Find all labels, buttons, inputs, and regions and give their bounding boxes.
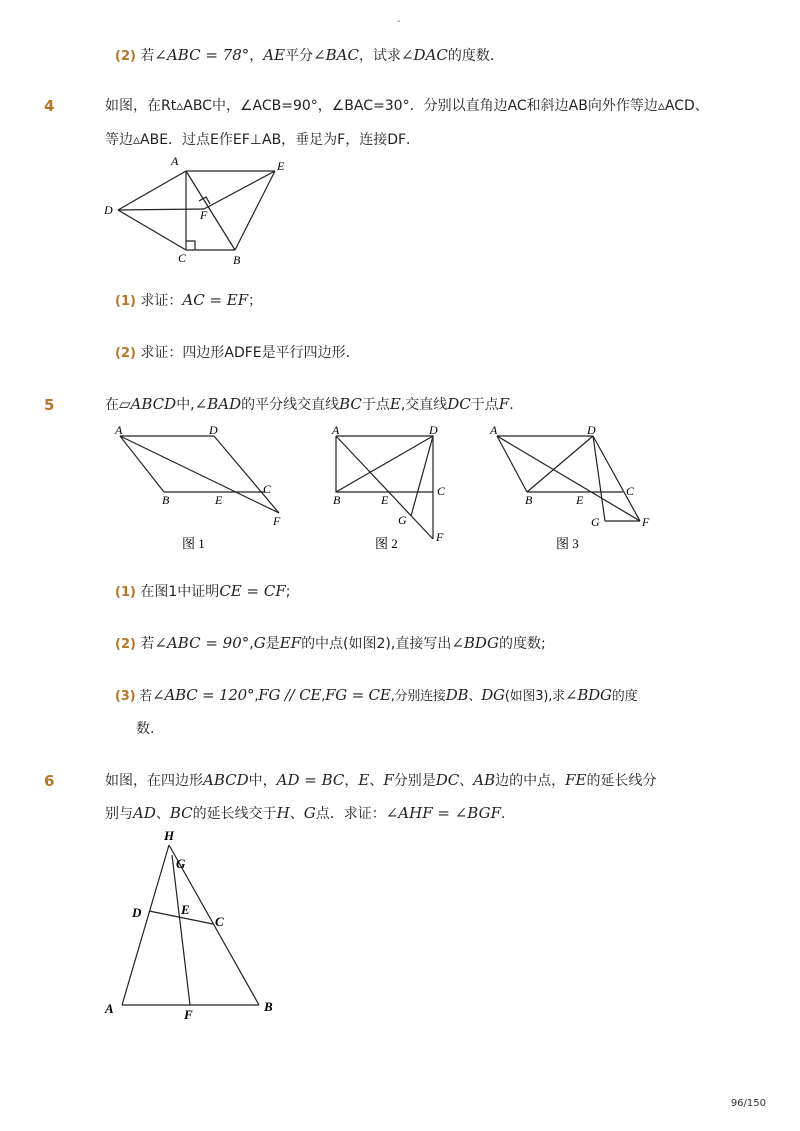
q5f1-seg-df bbox=[214, 436, 279, 513]
q5-part1-text: 在图1中证明 bbox=[140, 584, 220, 600]
q5f3-caption: 图 3 bbox=[556, 536, 579, 551]
q6-line1-text: 分别是 bbox=[393, 773, 436, 789]
q6-line1-math: AB bbox=[473, 771, 496, 789]
q5-stem-text: 中, bbox=[176, 397, 195, 413]
q4-part2 bbox=[115, 343, 360, 364]
q5-part1-label: (1) bbox=[115, 585, 136, 600]
q5-stem-math: BC bbox=[339, 395, 362, 413]
q4-part1-text: 求证： bbox=[140, 293, 183, 309]
q5-figure-2 bbox=[325, 420, 465, 555]
q5f3-label-b: B bbox=[525, 493, 533, 507]
q5-stem-text: 在 bbox=[105, 397, 119, 413]
q5-stem-text: 于点 bbox=[361, 397, 390, 413]
q4-seg-ab bbox=[186, 171, 235, 250]
q5-stem-text: . bbox=[509, 397, 514, 413]
q6-label-g: G bbox=[176, 856, 186, 871]
q5-stem-text: 于点 bbox=[470, 397, 499, 413]
q5-part3-text: , bbox=[321, 689, 326, 704]
q5f1-seg-af bbox=[120, 436, 279, 513]
q5-part3-math: DG bbox=[481, 686, 505, 704]
q6-line2-math: H bbox=[276, 804, 290, 822]
q5f1-label-e: E bbox=[215, 493, 223, 507]
q6-line2-math: AD bbox=[133, 804, 156, 822]
q5-part2-text: , bbox=[249, 636, 254, 652]
q3-part2-math: AE bbox=[263, 46, 286, 64]
q5-part2-text: 若 bbox=[140, 636, 155, 652]
q5-part2-text: 的中点(如图2),直接写出 bbox=[301, 636, 452, 652]
q6-line1-math: ABCD bbox=[203, 771, 249, 789]
q5f2-seg-bd bbox=[336, 436, 433, 492]
q5f3-seg-bd bbox=[527, 436, 593, 492]
q5f2-label-c: C bbox=[437, 484, 446, 498]
q5f3-seg-df bbox=[593, 436, 640, 521]
q6-line1-text: 中， bbox=[248, 773, 277, 789]
q5-part1-text: ; bbox=[285, 584, 291, 600]
q4-part2-label: (2) bbox=[115, 346, 136, 361]
q5f1-label-c: C bbox=[263, 482, 272, 496]
q6-seg-ha bbox=[122, 845, 169, 1005]
q3-part2-math: ∠DAC bbox=[400, 46, 448, 64]
q3-part2 bbox=[115, 45, 504, 67]
q5f1-label-a: A bbox=[115, 423, 123, 437]
q6-label-a: A bbox=[105, 1001, 114, 1016]
page-number: 96/150 bbox=[730, 1098, 766, 1109]
q5f3-label-d: D bbox=[587, 423, 596, 437]
q4-right-angle-c bbox=[186, 241, 195, 250]
q6-line1-text: ， bbox=[344, 773, 359, 789]
q6-line2 bbox=[105, 803, 515, 824]
q5-part2-text: 的度数; bbox=[498, 636, 546, 652]
q3-part2-text: ，试求 bbox=[358, 48, 401, 64]
q5-part3-math: DB bbox=[445, 686, 469, 704]
q5f3-label-f: F bbox=[642, 515, 650, 529]
q6-line2-text: 点．求证： bbox=[315, 806, 386, 822]
q6-line1-text: 、 bbox=[459, 773, 474, 789]
q4-seg-df bbox=[118, 209, 204, 210]
q5f2-caption: 图 2 bbox=[375, 536, 398, 551]
q3-part2-math: ∠ABC = 78° bbox=[154, 46, 250, 64]
q5f1-caption: 图 1 bbox=[182, 536, 205, 551]
q5-stem-math: DC bbox=[447, 395, 471, 413]
q6-line2-math: G bbox=[303, 804, 316, 822]
q4-label-a: A bbox=[171, 154, 179, 168]
q6-line2-text: 的延长线交于 bbox=[192, 806, 277, 822]
q3-part2-text: 平分 bbox=[285, 48, 314, 64]
q6-figure bbox=[95, 825, 295, 1025]
q6-line2-text: 别与 bbox=[105, 806, 133, 822]
q5f2-label-d: D bbox=[429, 423, 438, 437]
q5-part3-text: , bbox=[254, 689, 259, 704]
q6-line1-math: AD = BC bbox=[276, 771, 345, 789]
q6-label-e: E bbox=[181, 902, 190, 917]
top-mark: - bbox=[397, 16, 401, 27]
q6-line1-text: 的延长线分 bbox=[586, 773, 657, 789]
q3-part2-math: ∠BAC bbox=[313, 46, 359, 64]
q6-line1-math: E bbox=[358, 771, 370, 789]
q5-stem-text: ,交直线 bbox=[400, 397, 448, 413]
q6-line1-text: 、 bbox=[369, 773, 384, 789]
q4-label-d: D bbox=[104, 203, 113, 217]
q3-part2-label: (2) bbox=[115, 49, 136, 64]
q5f3-seg-dg bbox=[593, 436, 605, 521]
q3-part2-text: ， bbox=[249, 48, 264, 64]
q5-stem-text: 的平分线交直线 bbox=[241, 397, 340, 413]
q5-part2-math: ∠ABC = 90° bbox=[154, 634, 250, 652]
q6-label-h: H bbox=[164, 828, 175, 843]
q5f2-seg-dg bbox=[411, 436, 433, 516]
q5-part3-text: 的度 bbox=[611, 689, 638, 704]
q5f1-seg-ab bbox=[120, 436, 164, 492]
q4-label-f: F bbox=[200, 208, 208, 222]
q5-part2-math: EF bbox=[279, 634, 302, 652]
q5-part3-text: 、 bbox=[468, 689, 482, 704]
q4-part1 bbox=[115, 290, 262, 312]
q4-seg-eb bbox=[235, 171, 275, 250]
q5f2-label-g: G bbox=[398, 513, 407, 527]
q6-label-f: F bbox=[184, 1007, 193, 1022]
q5-part3-math: ∠ABC = 120° bbox=[152, 686, 255, 704]
q6-label-b: B bbox=[264, 999, 273, 1014]
q5f3-label-g: G bbox=[591, 515, 600, 529]
q6-line1-math: FE bbox=[565, 771, 587, 789]
q5f2-label-a: A bbox=[332, 423, 340, 437]
q6-label-d: D bbox=[132, 905, 142, 920]
q5f3-label-c: C bbox=[626, 484, 635, 498]
q5-part3-math: ∠BDG bbox=[564, 686, 612, 704]
q5f1-label-d: D bbox=[209, 423, 218, 437]
q6-line1 bbox=[105, 770, 657, 791]
q5-stem bbox=[105, 394, 514, 415]
q5-stem-math: E bbox=[389, 395, 401, 413]
q5-part2-math: G bbox=[253, 634, 266, 652]
q5f1-label-f: F bbox=[273, 514, 281, 528]
q4-label-e: E bbox=[277, 159, 285, 173]
q4-number: 4 bbox=[44, 97, 55, 115]
q6-label-c: C bbox=[215, 914, 224, 929]
q5-figure-3 bbox=[485, 420, 660, 555]
q4-seg-ad bbox=[118, 171, 186, 210]
q5-part1 bbox=[115, 581, 290, 603]
q6-line2-math: ∠AHF = ∠BGF bbox=[385, 804, 501, 822]
q5-part3-label: (3) bbox=[115, 689, 136, 704]
q4-figure bbox=[100, 152, 300, 267]
q5-figure-1 bbox=[110, 420, 300, 555]
q6-line2-math: BC bbox=[169, 804, 193, 822]
q4-label-c: C bbox=[178, 251, 187, 265]
q4-part1-math: AC = EF bbox=[182, 291, 249, 309]
q6-line2-text: ． bbox=[500, 806, 515, 822]
q5f3-label-a: A bbox=[490, 423, 498, 437]
q6-line1-text: 边的中点， bbox=[495, 773, 566, 789]
q3-part2-text: 若 bbox=[140, 48, 155, 64]
q5-part2-label: (2) bbox=[115, 637, 136, 652]
q5f2-label-b: B bbox=[333, 493, 341, 507]
q5f2-label-e: E bbox=[381, 493, 389, 507]
q5-number: 5 bbox=[44, 396, 55, 414]
q5f3-seg-af bbox=[497, 436, 640, 521]
q4-part2-text: 求证：四边形ADFE是平行四边形． bbox=[140, 345, 360, 361]
q5-part3 bbox=[115, 685, 637, 707]
q6-line1-text: 如图，在四边形 bbox=[105, 773, 203, 789]
q5-part3-math: FG = CE bbox=[325, 686, 391, 704]
q5-stem-math: F bbox=[498, 395, 510, 413]
q6-line2-text: 、 bbox=[155, 806, 170, 822]
q5-part3-text: (如图3),求 bbox=[504, 689, 565, 704]
q5-part3-line2: 数. bbox=[136, 721, 155, 737]
q5-stem-math: ∠BAD bbox=[194, 395, 242, 413]
q4-seg-dc bbox=[118, 210, 186, 250]
q5-part3-math: FG // CE bbox=[258, 686, 322, 704]
q5f2-label-f: F bbox=[436, 530, 444, 544]
q5-part2 bbox=[115, 633, 546, 655]
q5-part3-text: ,分别连接 bbox=[390, 689, 446, 704]
q5-part1-math: CE = CF bbox=[219, 582, 286, 600]
q6-line1-math: F bbox=[383, 771, 394, 789]
q6-line1-math: DC bbox=[435, 771, 460, 789]
q4-line2: 等边▵ABE．过点E作EF⊥AB，垂足为F，连接DF． bbox=[105, 132, 421, 148]
q4-seg-ef bbox=[204, 171, 275, 209]
q5-stem-math: ▱ABCD bbox=[119, 395, 177, 413]
q5f1-label-b: B bbox=[162, 493, 170, 507]
q4-part1-end: ； bbox=[248, 293, 263, 309]
q4-line1: 如图，在Rt▵ABC中，∠ACB=90°，∠BAC=30°．分别以直角边AC和斜边AB向外作等边▵ACD、 bbox=[105, 98, 709, 114]
q5f3-label-e: E bbox=[576, 493, 584, 507]
q4-label-b: B bbox=[233, 253, 241, 267]
q6-line2-text: 、 bbox=[289, 806, 304, 822]
q3-part2-text: 的度数． bbox=[447, 48, 504, 64]
q4-part1-label: (1) bbox=[115, 294, 136, 309]
q5-part3-text: 若 bbox=[139, 689, 153, 704]
q5-part2-text: 是 bbox=[265, 636, 280, 652]
q6-number: 6 bbox=[44, 772, 55, 790]
q5-part2-math: ∠BDG bbox=[451, 634, 499, 652]
